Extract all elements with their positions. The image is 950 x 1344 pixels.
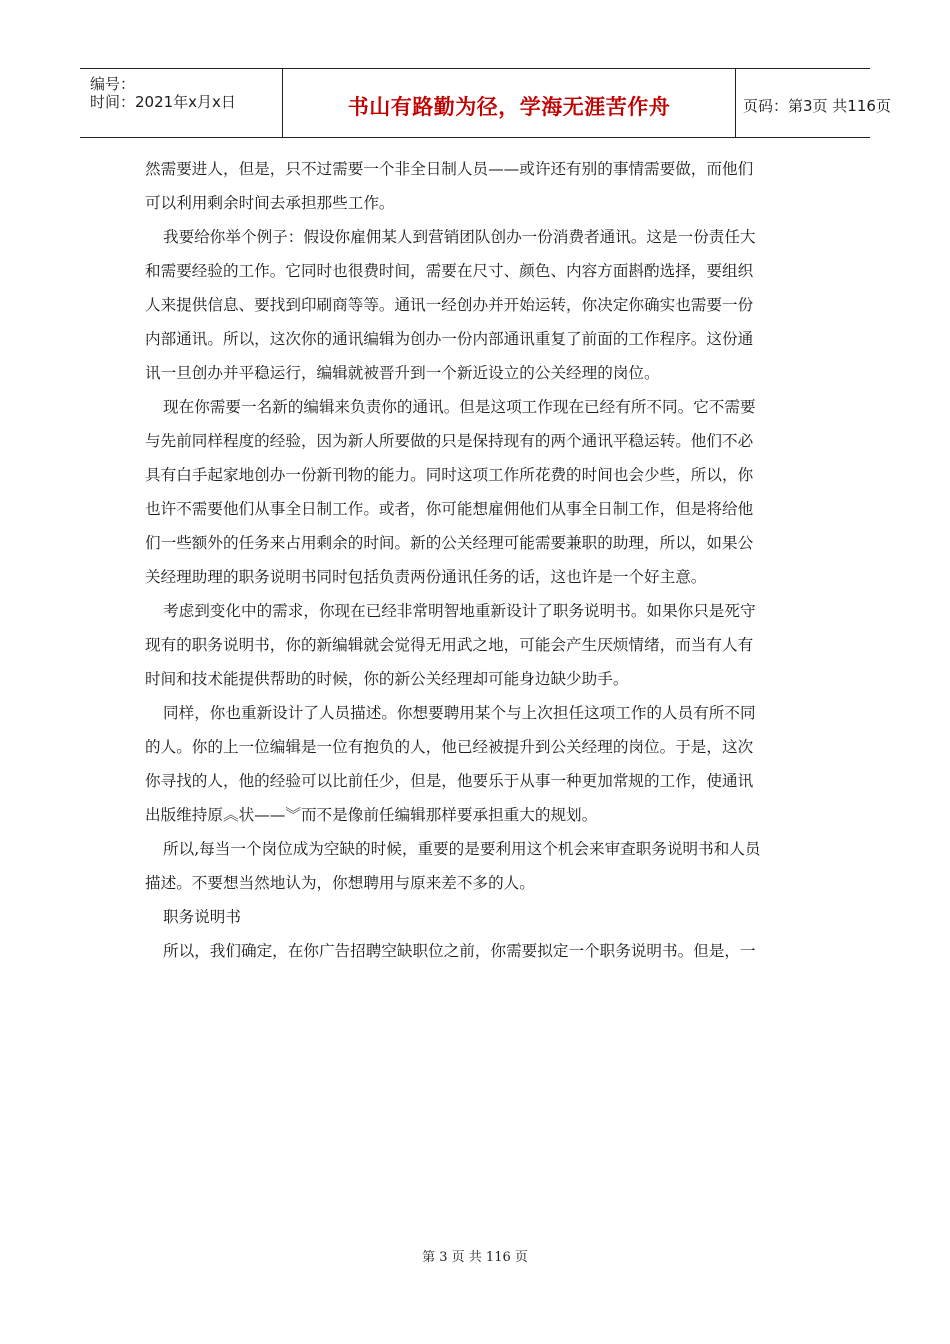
document-header <box>80 68 891 138</box>
body-text-line: 与先前同样程度的经验，因为新人所要做的只是保持现有的两个通讯平稳运转。他们不必 <box>145 432 754 450</box>
body-text-line: 具有白手起家地创办一份新刊物的能力。同时这项工作所花费的时间也会少些，所以，你 <box>145 466 754 484</box>
body-text-line: 关经理助理的职务说明书同时包括负责两份通讯任务的话，这也许是一个好主意。 <box>145 568 707 586</box>
header-page-info: 页码：第3页 共116页 <box>743 97 891 115</box>
body-text-line: 我要给你举个例子：假设你雇佣某人到营销团队创办一份消费者通讯。这是一份责任大 <box>163 228 756 246</box>
header-motto-cell <box>282 69 736 137</box>
body-text-line: 讯一旦创办并平稳运行，编辑就被晋升到一个新近设立的公关经理的岗位。 <box>145 364 660 382</box>
document-date-label: 时间：2021年x月x日 <box>90 93 236 111</box>
body-text-line: 你寻找的人，他的经验可以比前任少，但是，他要乐于从事一种更加常规的工作，使通讯 <box>145 772 754 790</box>
page-footer: 第 3 页 共 116 页 <box>422 1250 528 1265</box>
body-text-line: 现有的职务说明书，你的新编辑就会觉得无用武之地，可能会产生厌烦情绪，而当有人有 <box>145 636 754 654</box>
body-text-line: 考虑到变化中的需求，你现在已经非常明智地重新设计了职务说明书。如果你只是死守 <box>163 602 756 620</box>
header-meta-cell <box>80 69 282 137</box>
document-number-label: 编号： <box>90 75 136 93</box>
body-text-line: 然需要进人，但是，只不过需要一个非全日制人员——或许还有别的事情需要做，而他们 <box>145 160 754 178</box>
document-body <box>145 152 805 968</box>
body-text-line: 可以利用剩余时间去承担那些工作。 <box>145 194 395 212</box>
header-page-cell <box>735 69 891 137</box>
body-text-line: 出版维持原︽状——︾而不是像前任编辑那样要承担重大的规划。 <box>145 806 598 824</box>
body-text-line: 的人。你的上一位编辑是一位有抱负的人，他已经被提升到公关经理的岗位。于是，这次 <box>145 738 754 756</box>
body-text-line: 职务说明书 <box>163 908 241 926</box>
body-text-line: 也许不需要他们从事全日制工作。或者，你可能想雇佣他们从事全日制工作，但是将给他 <box>145 500 754 518</box>
body-text-line: 时间和技术能提供帮助的时候，你的新公关经理却可能身边缺少助手。 <box>145 670 629 688</box>
body-text-line: 所以，我们确定，在你广告招聘空缺职位之前，你需要拟定一个职务说明书。但是，一 <box>163 942 756 960</box>
body-text-line: 和需要经验的工作。它同时也很费时间，需要在尺寸、颜色、内容方面斟酌选择，要组织 <box>145 262 754 280</box>
body-text-line: 内部通讯。所以，这次你的通讯编辑为创办一份内部通讯重复了前面的工作程序。这份通 <box>145 330 754 348</box>
body-text-line: 们一些额外的任务来占用剩余的时间。新的公关经理可能需要兼职的助理，所以，如果公 <box>145 534 754 552</box>
body-text-line: 描述。不要想当然地认为，你想聘用与原来差不多的人。 <box>145 874 535 892</box>
body-text-line: 同样，你也重新设计了人员描述。你想要聘用某个与上次担任这项工作的人员有所不同 <box>163 704 756 722</box>
body-text-line: 现在你需要一名新的编辑来负责你的通讯。但是这项工作现在已经有所不同。它不需要 <box>163 398 756 416</box>
body-text-line: 人来提供信息、要找到印刷商等等。通讯一经创办并开始运转，你决定你确实也需要一份 <box>145 296 754 314</box>
body-text-line: 所以,每当一个岗位成为空缺的时候，重要的是要利用这个机会来审查职务说明书和人员 <box>163 840 761 858</box>
header-motto: 书山有路勤为径，学海无涯苦作舟 <box>347 95 671 119</box>
